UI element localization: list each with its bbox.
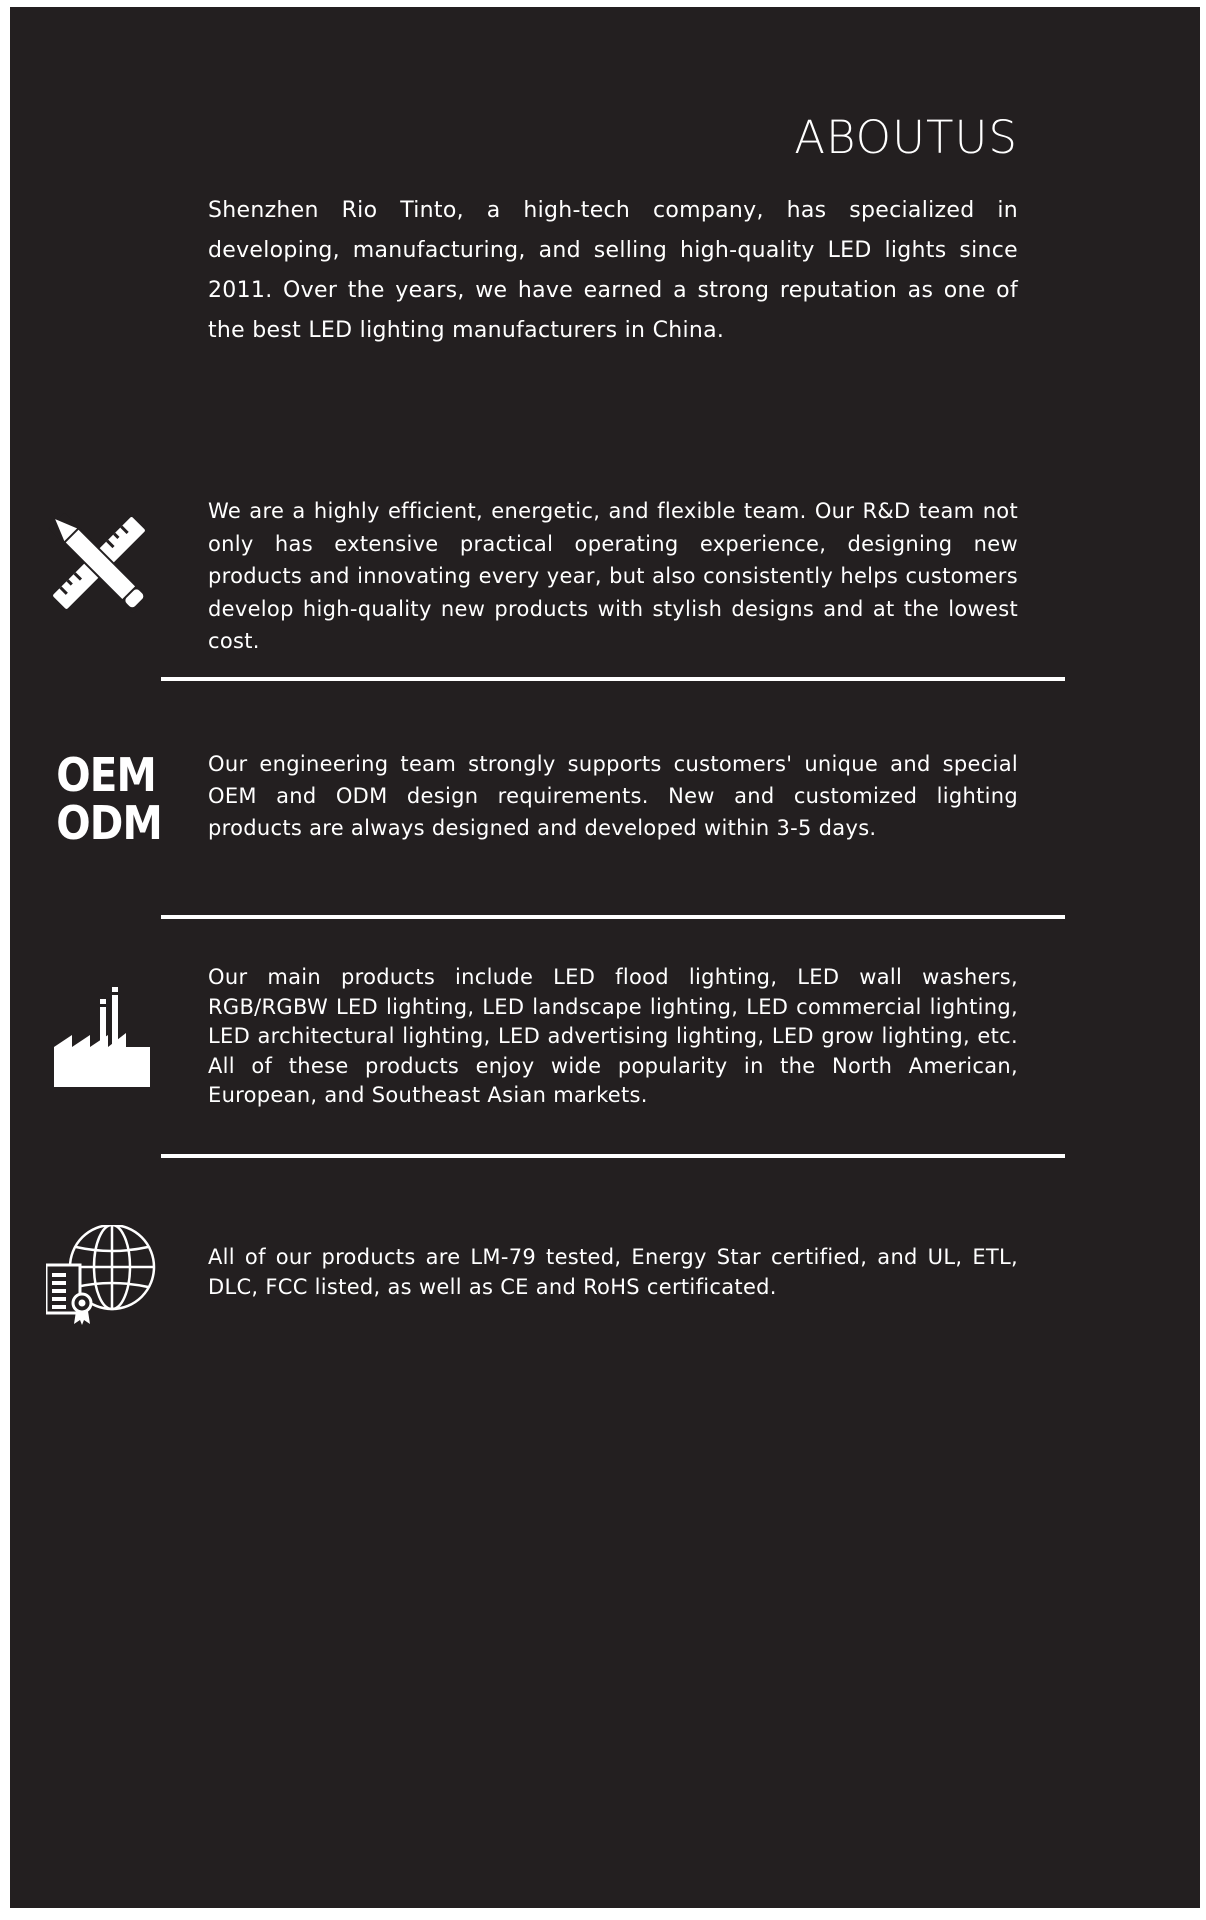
intro-paragraph: Shenzhen Rio Tinto, a high-tech company, has specialized in developing, manufacturing, and selling high-quality LED lights since 2011. Over the years, we have earned a strong reputation as one of the best LED lighting manufacturers in China. bbox=[208, 198, 1018, 343]
oem-label: OEM bbox=[56, 748, 156, 802]
section-divider bbox=[161, 915, 1065, 919]
section-products-text: Our main products include LED flood lighting, LED wall washers, RGB/RGBW LED lighting, LED landscape lighting, LED commercial lighting, LED architectural lighting, LED advertising lighting, LED grow lighting, etc. All of these products enjoy wide popularity in the North American, European, and Southeast Asian markets. bbox=[208, 965, 1018, 1107]
odm-label: ODM bbox=[56, 796, 162, 850]
section-divider bbox=[161, 1154, 1065, 1158]
oem-odm-icon bbox=[50, 748, 162, 851]
about-panel bbox=[10, 7, 1200, 1908]
page-title: ABOUTUS bbox=[794, 111, 1018, 164]
section-oem-text: Our engineering team strongly supports customers' unique and special OEM and ODM design requirements. New and customized lighting products are always designed and developed within 3-5 days. bbox=[208, 752, 1018, 840]
section-certification-text: All of our products are LM-79 tested, Energy Star certified, and UL, ETL, DLC, FCC listed, as well as CE and RoHS certificated. bbox=[208, 1245, 1018, 1299]
section-team-text: We are a highly efficient, energetic, and flexible team. Our R&D team not only has extensive practical operating experience, designing new products and innovating every year, but also consistently helps customers develop high-quality new products with stylish designs and at the lowest cost. bbox=[208, 499, 1018, 653]
section-divider bbox=[161, 677, 1065, 681]
factory-icon bbox=[54, 987, 150, 1087]
design-tools-icon bbox=[48, 511, 150, 615]
globe-certificate-icon bbox=[46, 1225, 158, 1327]
